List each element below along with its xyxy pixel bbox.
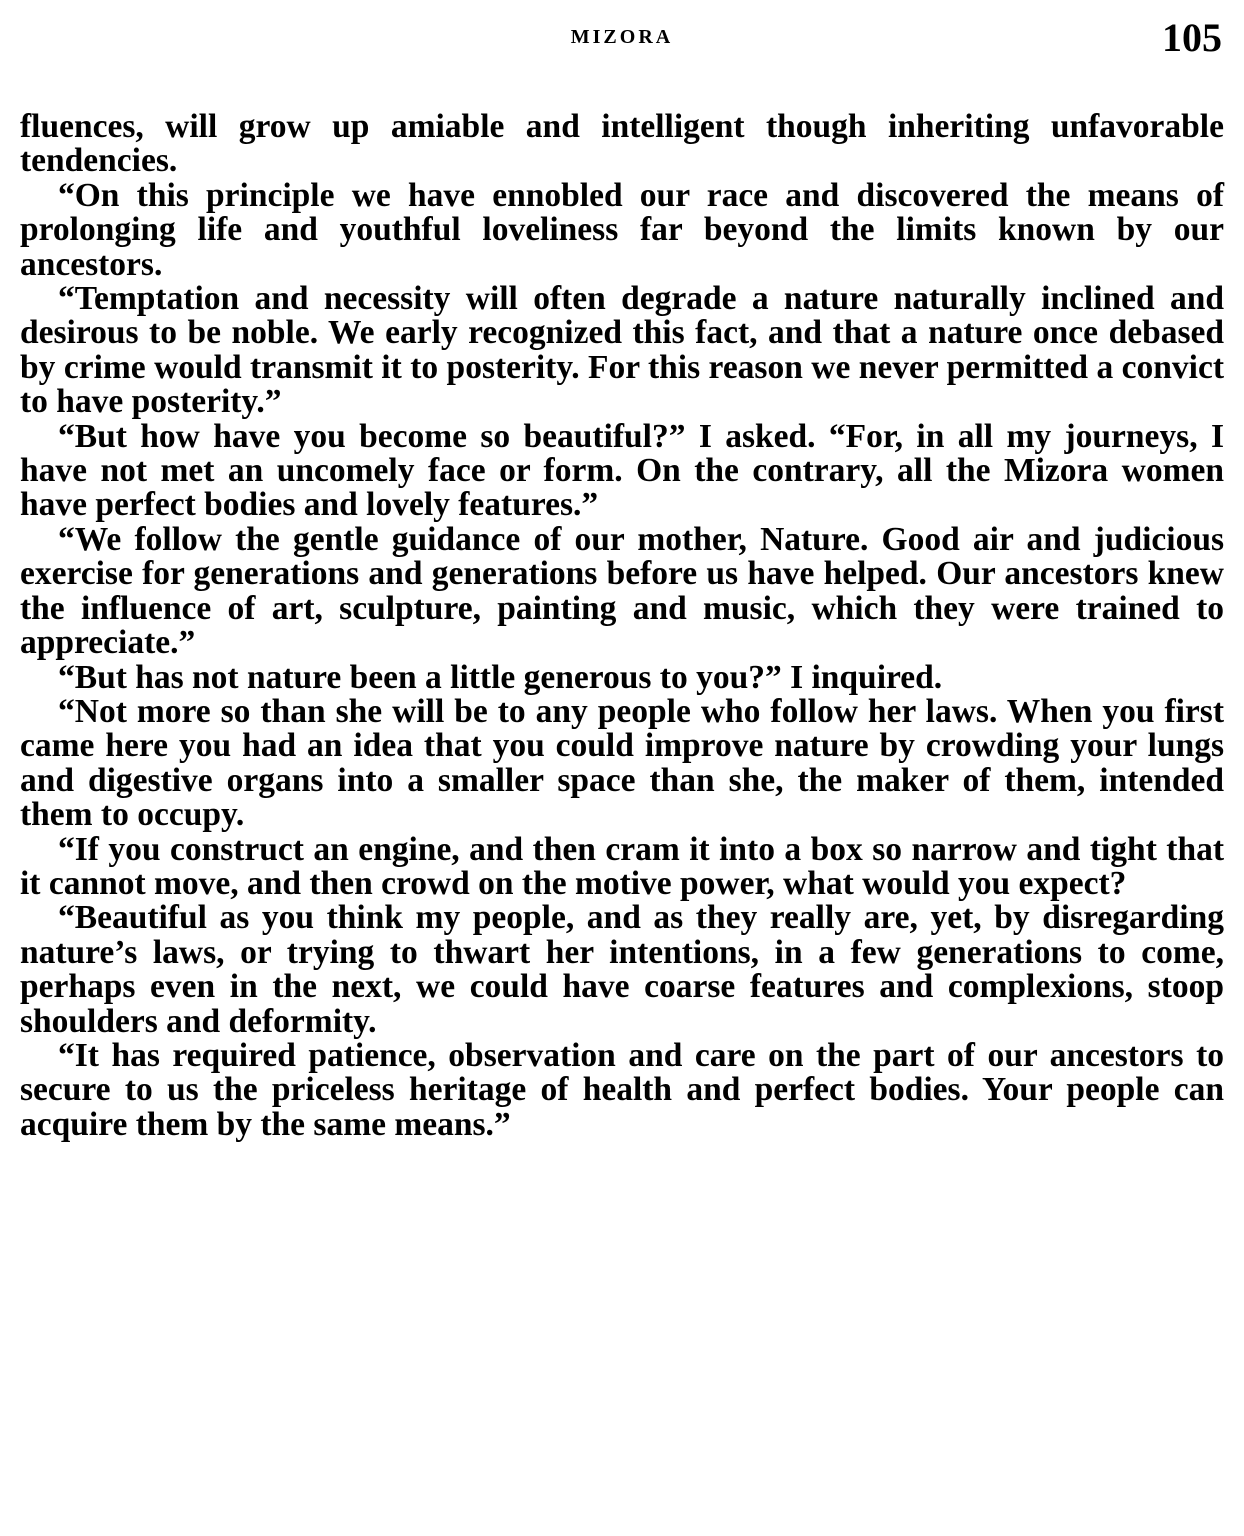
paragraph: “On this principle we have ennobled our race and discovered the means of prolonging life and youthful loveliness far beyond the limits known by our ancestors.: [20, 176, 1224, 283]
paragraph: “But has not nature been a little generous to you?” I inquired.: [58, 658, 943, 696]
body-text: [20, 110, 1224, 1142]
paragraph: “We follow the gentle guidance of our mother, Nature. Good air and judicious exercise for generations and generations before us have helped. Our ancestors knew the influence of art, sculpture, painting and music, which they were trained to appreciate.”: [20, 520, 1224, 662]
page-number: 105: [1162, 15, 1222, 60]
paragraph: “Temptation and necessity will often degrade a nature naturally inclined and desirous to be noble. We early recognized this fact, and that a nature once debased by crime would transmit it to posterity. For this reason we never permitted a convict to have posterity.”: [20, 280, 1224, 421]
paragraph: “It has required patience, observation and care on the part of our ancestors to secure to us the priceless heritage of health and perfect bodies. Your people can acquire them by the same means.”: [20, 1036, 1224, 1143]
paragraph: “If you construct an engine, and then cram it into a box so narrow and tight that it cannot move, and then crowd on the motive power, what would you expect?: [20, 830, 1224, 902]
running-head: [0, 15, 1244, 70]
running-title: MIZORA: [570, 26, 674, 48]
paragraph: “Beautiful as you think my people, and as they really are, yet, by disregarding nature’s laws, or trying to thwart her intentions, in a few generations to come, perhaps even in the next, we could have coarse features and complexions, stoop shoulders and deformity.: [20, 899, 1224, 1040]
paragraph-continuation: fluences, will grow up amiable and intelligent though inheriting unfavorable tendencies.: [20, 108, 1224, 180]
paragraph: “Not more so than she will be to any people who follow her laws. When you first came here you had an idea that you could improve nature by crowding your lungs and digestive organs into a smaller space than she, the maker of them, intended them to occupy.: [20, 692, 1224, 834]
paragraph: “But how have you become so beautiful?” I asked. “For, in all my journeys, I have not met an uncomely face or form. On the contrary, all the Mizora women have perfect bodies and lovely features.”: [20, 417, 1224, 524]
